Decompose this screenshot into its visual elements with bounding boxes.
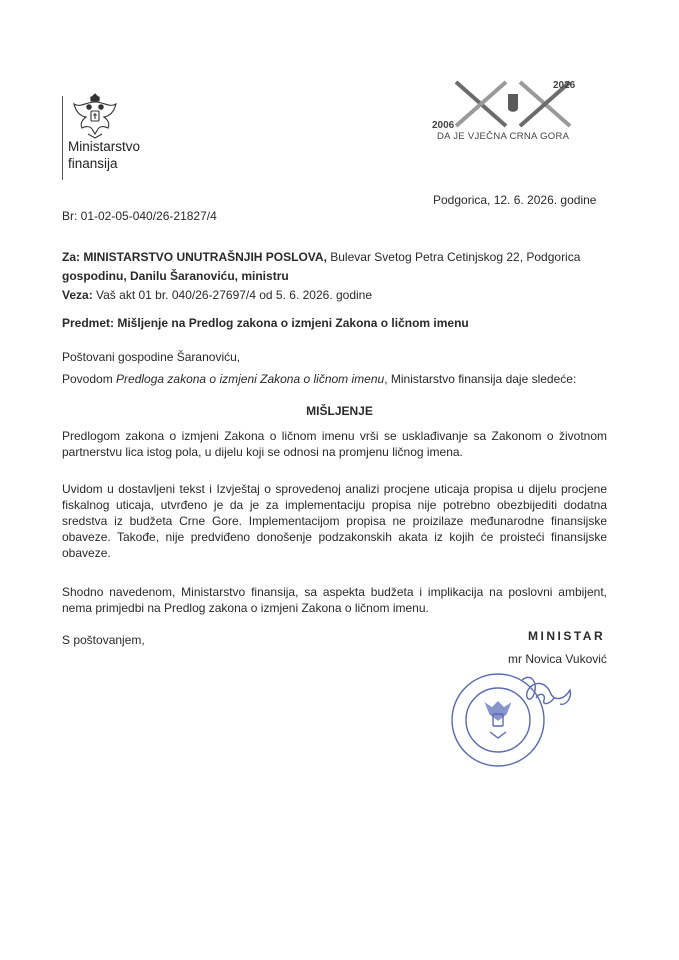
ministry-name bbox=[68, 138, 140, 172]
coat-of-arms-icon bbox=[66, 88, 124, 144]
jubilee-year-start: 2006 bbox=[432, 120, 455, 131]
intro-pre: Povodom bbox=[62, 372, 117, 386]
minister-name: mr Novica Vuković bbox=[508, 652, 607, 666]
veza-label: Veza: bbox=[62, 288, 93, 302]
paragraph-2: Uvidom u dostavljeni tekst i Izvještaj o sprovedenoj analizi procjene uticaja propisa u dijelu procjene fiskalnog uticaja, utvrđeno je da je za implementaciju propisa nije potrebno obezbijediti dodatna sredstva iz budžeta Crne Gore. Implementacijom propisa ne proizilaze međunarodne finansijske obaveze. Takođe, nije predviđeno donošenje podzakonskih akata iz kojih će proisteći finansijske obaveze. bbox=[62, 482, 607, 560]
jubilee-motto: DA JE VJEČNA CRNA GORA bbox=[437, 131, 570, 142]
intro-line bbox=[62, 372, 576, 386]
jubilee-year-end: 2026 bbox=[553, 80, 576, 91]
reference-number: Br: 01-02-05-040/26-21827/4 bbox=[62, 209, 217, 223]
addressee-line bbox=[62, 250, 580, 264]
addressee-address: Bulevar Svetog Petra Cetinjskog 22, Podgorica bbox=[326, 250, 581, 264]
za-label: Za: bbox=[62, 250, 80, 264]
predmet-label: Predmet: bbox=[62, 316, 115, 330]
intro-post: , Ministarstvo finansija daje sledeće: bbox=[384, 372, 577, 386]
closing: S poštovanjem, bbox=[62, 633, 145, 647]
ministry-name-line2: finansija bbox=[68, 156, 118, 171]
paragraph-1: Predlogom zakona o izmjeni Zakona o ličnom imenu vrši se usklađivanje sa Zakonom o životnom partnerstvu lica istog pola, u dijelu koji se odnosi na promjenu ličnog imena. bbox=[62, 429, 607, 459]
recipient-line: gospodinu, Danilu Šaranoviću, ministru bbox=[62, 269, 289, 283]
paragraph-3: Shodno navedenom, Ministarstvo finansija, sa aspekta budžeta i implikacija na poslovni ambijent, nema primjedbi na Predlog zakona o izmjeni Zakona o ličnom imenu. bbox=[62, 585, 607, 615]
veza-text: Vaš akt 01 br. 040/26-27697/4 od 5. 6. 2026. godine bbox=[92, 288, 373, 302]
ministry-name-line1: Ministarstvo bbox=[68, 139, 141, 154]
intro-italic: Predloga zakona o izmjeni Zakona o ličnom imenu bbox=[116, 372, 385, 386]
salutation: Poštovani gospodine Šaranoviću, bbox=[62, 350, 241, 364]
opinion-heading: MIŠLJENJE bbox=[306, 404, 373, 418]
official-stamp-icon bbox=[440, 660, 590, 780]
predmet-text: Mišljenje na Predlog zakona o izmjeni Zakona o ličnom imenu bbox=[114, 316, 469, 330]
addressee-org: MINISTARSTVO UNUTRAŠNJIH POSLOVA, bbox=[83, 250, 327, 264]
letterhead-divider bbox=[62, 96, 63, 180]
minister-title: MINISTAR bbox=[528, 629, 606, 643]
place-date: Podgorica, 12. 6. 2026. godine bbox=[433, 193, 597, 207]
subject-line bbox=[62, 316, 469, 330]
veza-line bbox=[62, 288, 372, 302]
